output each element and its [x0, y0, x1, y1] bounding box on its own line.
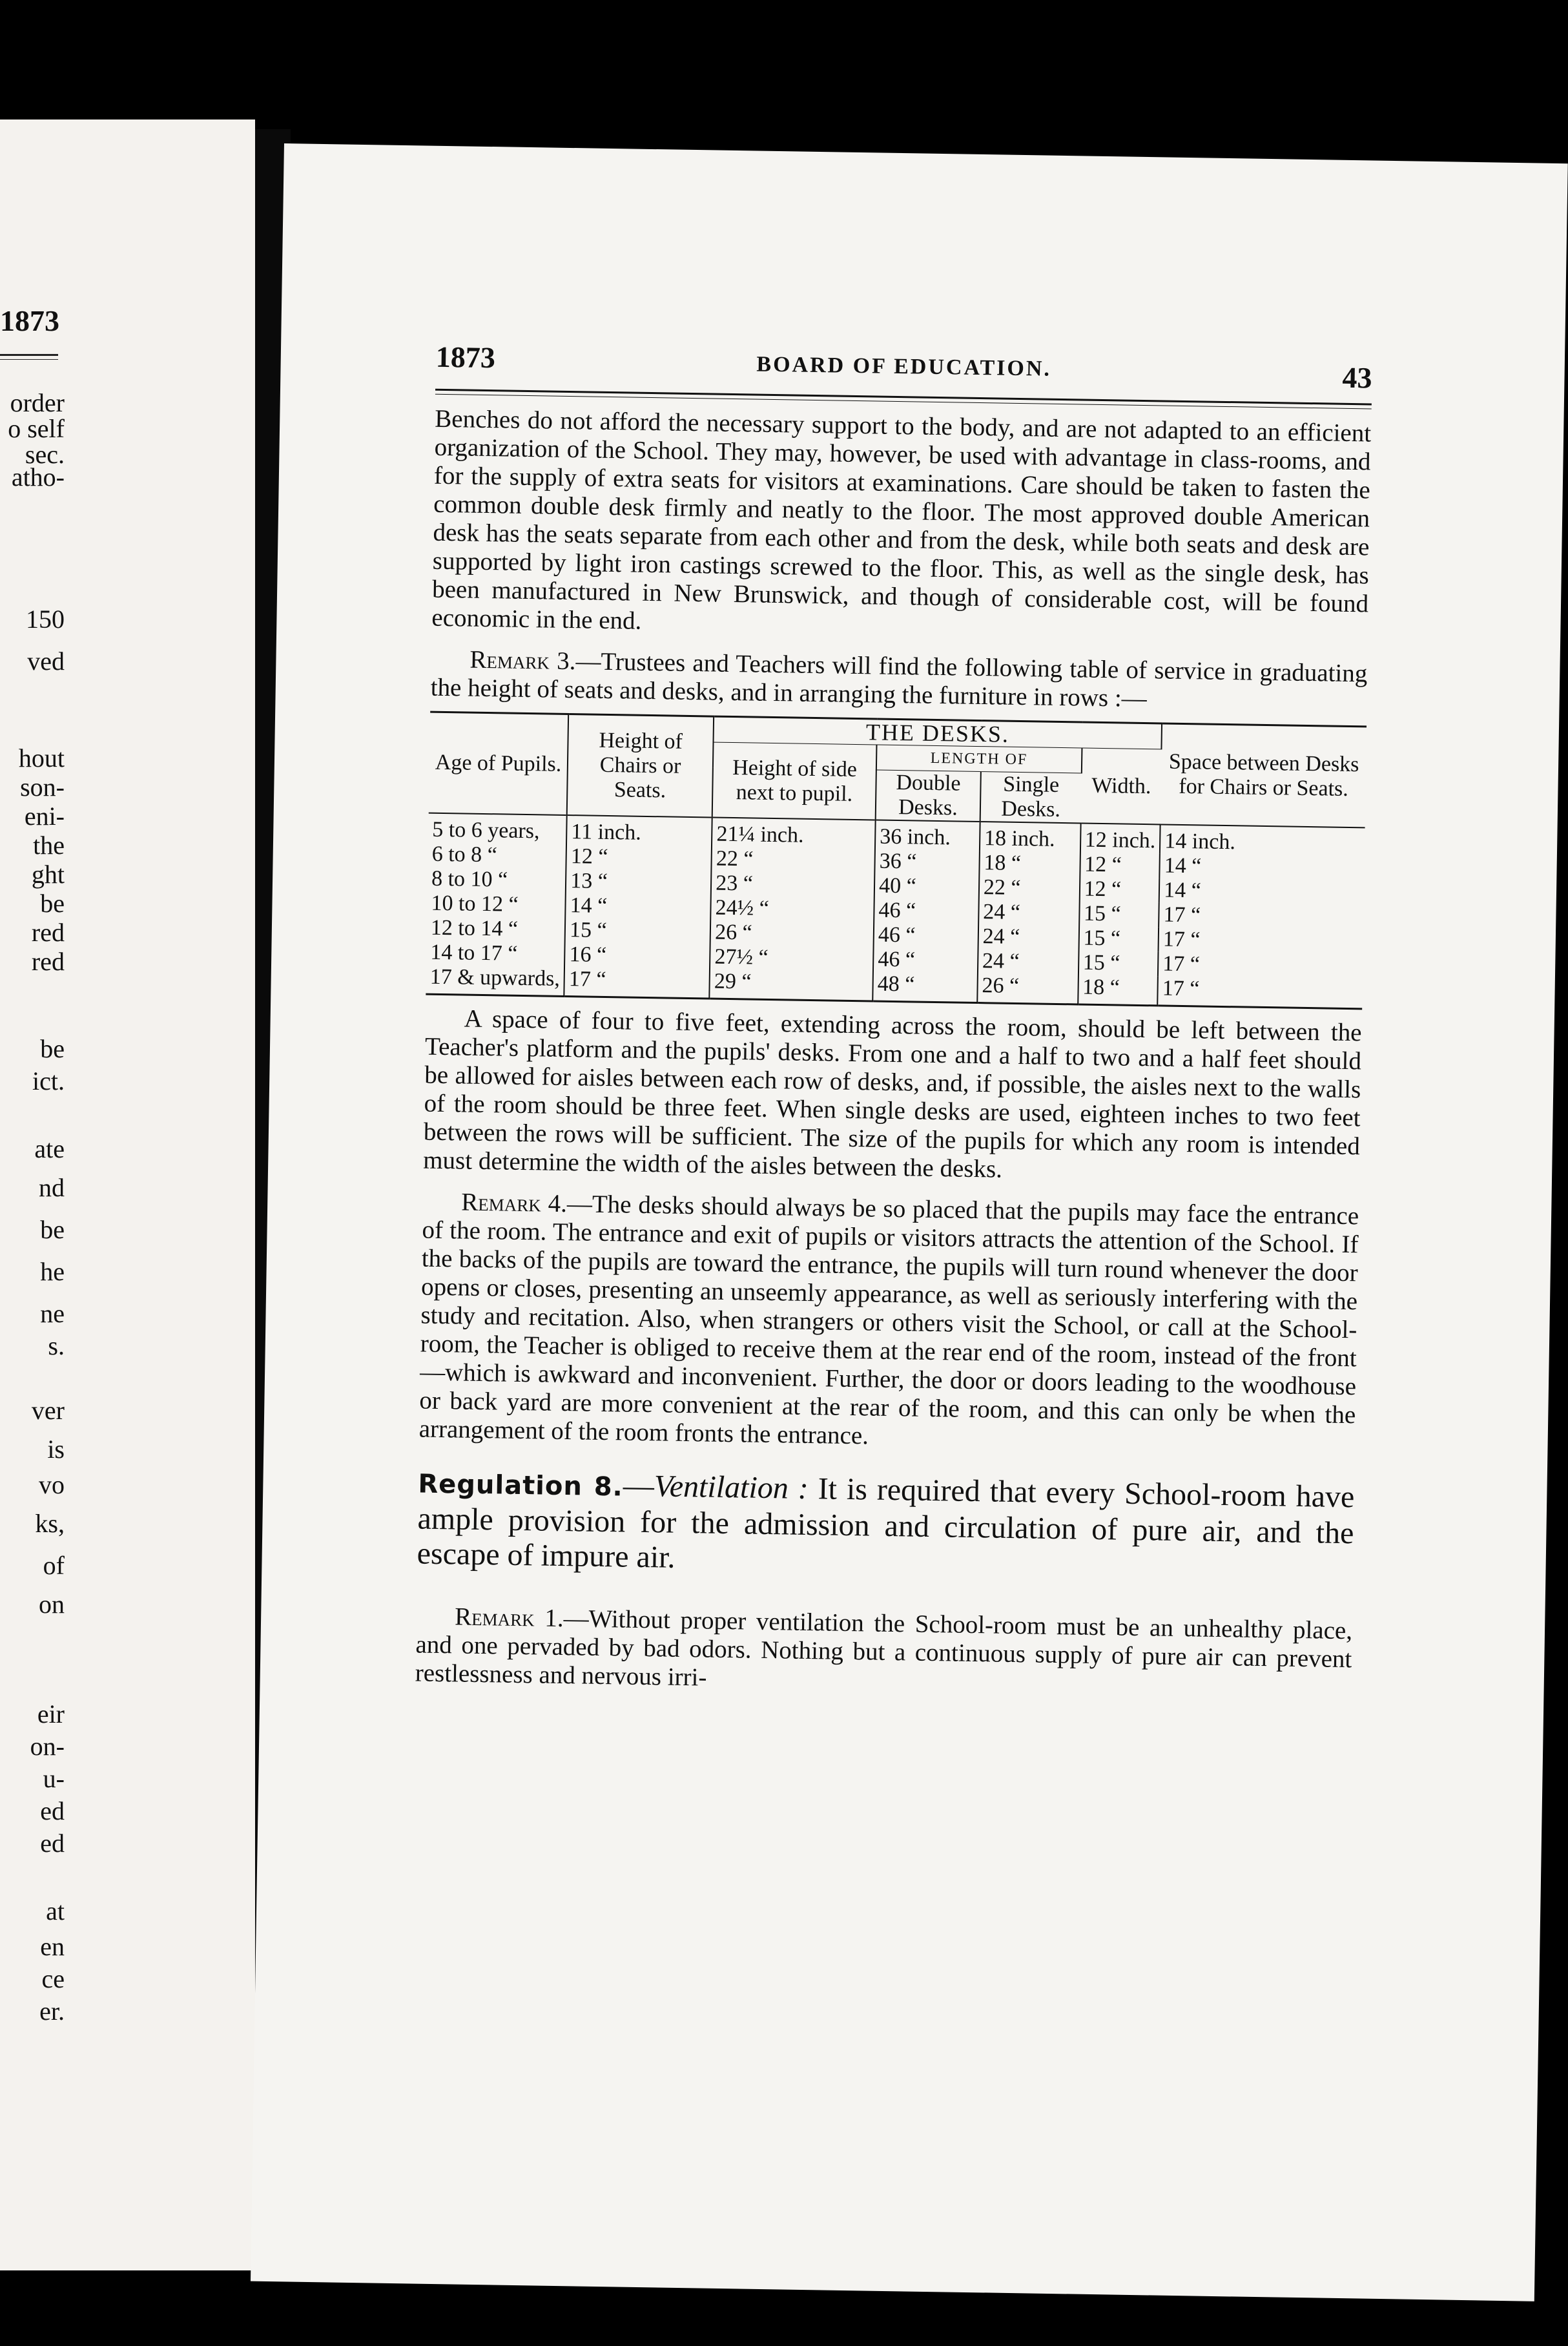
regulation-8 [417, 1466, 1354, 1586]
cell-chair-height: 11 inch. [566, 815, 712, 847]
remark-3-label: Remark 3. [469, 645, 576, 676]
left-fragment: ght [31, 860, 65, 889]
remark-4 [418, 1188, 1359, 1458]
cell-space: 14 “ [1163, 878, 1202, 903]
cell-age: 14 to 17 “ [426, 940, 565, 967]
group-length-of: LENGTH OF [876, 745, 1082, 773]
left-fragment: be [40, 889, 65, 918]
remark-3 [430, 645, 1367, 717]
regulation-label: Regulation 8. [418, 1469, 624, 1502]
header-year: 1873 [435, 340, 496, 375]
left-fragment: eni- [24, 802, 65, 831]
col-age: Age of Pupils. [429, 712, 569, 815]
cell-side-height: 29 “ [709, 970, 873, 1001]
cell-chair-height: 12 “ [566, 844, 712, 871]
left-fragment: o self [8, 414, 65, 443]
cell-double-length: 36 “ [874, 849, 979, 876]
cell-width: 12 “ [1079, 877, 1159, 902]
remark-3-text: —Trustees and Teachers will find the following table of service in graduating the height of seats and desks, and in arranging the furniture in rows :— [430, 647, 1368, 713]
cell-single-length: 24 “ [978, 900, 1079, 926]
cell-width: 15 “ [1079, 901, 1159, 927]
cell-chair-height: 15 “ [565, 918, 711, 945]
left-header-rule-thin [0, 359, 58, 360]
left-fragment: ce [41, 1964, 65, 1993]
regulation-subject: Ventilation : [654, 1469, 809, 1506]
cell-side-height: 26 “ [710, 920, 874, 948]
cell-space: 17 “ [1162, 951, 1201, 977]
col-double: Double Desks. [876, 770, 981, 822]
cell-single-length: 18 inch. [980, 822, 1080, 852]
left-fragment: son- [20, 773, 65, 802]
left-fragment: is [47, 1435, 65, 1464]
regulation-dash: — [623, 1468, 655, 1504]
cell-width: 15 “ [1078, 950, 1159, 976]
cell-chair-height: 14 “ [565, 893, 711, 920]
cell-side-height: 27½ “ [710, 945, 873, 972]
cell-side-height: 24½ “ [710, 896, 874, 923]
cell-chair-height: 16 “ [564, 942, 710, 970]
cell-double-length: 46 “ [874, 898, 978, 924]
col-chairs: Height of Chairs or Seats. [567, 714, 714, 818]
cell-age: 6 to 8 “ [428, 842, 566, 869]
remark-4-text: —The desks should always be so placed that the pupils may face the entrance of the room. The entrance and exit of pupils or visitors attracts the attention of the School. If the backs of the pupils are toward the entrance, the pupils will turn round whenever the door opens or closes, presenting an unseemly appearance, as well as seriously interfering with the study and recitation. Also, when strangers or others visit the School, or call at the School-room, the Teacher is obliged to receive them at the rear end of the room, instead of the front—which is awkward and inconvenient. Further, the door or doors leading to the woodhouse or back yard are more convenient at the rear of the room, and this can only be when the arrangement of the room fronts the entrance. [418, 1190, 1359, 1450]
left-fragment: red [31, 947, 65, 976]
cell-side-height: 22 “ [712, 847, 875, 874]
cell-width: 12 inch. [1080, 824, 1160, 854]
remark-4-label: Remark 4. [460, 1188, 568, 1218]
cell-double-length: 46 “ [873, 947, 978, 973]
cell-double-length: 40 “ [874, 874, 979, 900]
left-header-rule [0, 354, 58, 356]
cell-age: 12 to 14 “ [427, 916, 566, 942]
left-page-header-year: 1873 [0, 304, 59, 337]
right-page [251, 143, 1568, 2301]
page-number: 43 [1342, 360, 1372, 395]
cell-age: 10 to 12 “ [427, 891, 566, 918]
left-fragment: eir [37, 1699, 65, 1728]
left-fragment: nd [39, 1173, 65, 1202]
cell-width: 15 “ [1078, 926, 1159, 951]
col-space: Space between Desks for Chairs or Seats. [1161, 723, 1367, 827]
left-fragment: 150 [26, 605, 65, 634]
left-fragment: sec. [25, 440, 65, 469]
table-body [426, 813, 1365, 1009]
left-fragment: s. [48, 1331, 65, 1360]
left-fragment: order [10, 388, 65, 417]
cell-age: 8 to 10 “ [428, 867, 566, 893]
cell-single-length: 26 “ [977, 973, 1078, 1004]
header-title: BOARD OF EDUCATION. [756, 352, 1052, 381]
cell-single-length: 22 “ [979, 875, 1080, 901]
left-fragment: red [31, 918, 65, 947]
remark-1 [415, 1602, 1352, 1702]
cell-space: 17 “ [1157, 976, 1363, 1008]
left-fragment: on- [30, 1732, 65, 1761]
left-fragment: the [33, 831, 65, 860]
left-fragment: ed [40, 1796, 65, 1825]
desk-dimensions-table [426, 711, 1367, 1010]
left-fragment: be [40, 1215, 65, 1244]
left-fragment: at [46, 1896, 65, 1926]
cell-space: 14 inch. [1160, 824, 1365, 856]
paragraph-aisles: A space of four to five feet, extending across the room, should be left between the Teacher's platform and the pupils' desks. From one and a half to two and a half feet should be allowed for aisles between each row of desks, and, if possible, the aisles next to the walls of the room should be three feet. When single desks are used, eighteen inches to two feet between the rows will be sufficient. The size of the pupils for which any room is intended must determine the width of the aisles between the desks. [422, 1004, 1362, 1183]
paragraph-benches: Benches do not afford the necessary support to the body, and are not adapted to an efficient organization of the School. They may, however, be used with advantage in class-rooms, and for the supply of extra seats for visitors at examinations. Care should be taken to fasten the common double desk firmly and neatly to the floor. The most approved double American desk has the seats separate from each other and from the desk, while both seats and desk are supported by light iron castings screwed to the floor. This, as well as the single desk, has been manufactured in New Brunswick, and though of considerable cost, will be found economic in the end. [431, 404, 1372, 635]
cell-chair-height: 17 “ [564, 967, 710, 999]
cell-age: 5 to 6 years, [428, 813, 567, 844]
cell-space: 17 “ [1163, 902, 1201, 928]
cell-width: 12 “ [1080, 852, 1160, 878]
left-fragment: ne [40, 1299, 65, 1328]
left-fragment: of [43, 1551, 65, 1580]
left-fragment: ved [27, 647, 65, 676]
left-fragment: ks, [35, 1509, 65, 1538]
cell-double-length: 46 “ [874, 922, 978, 949]
left-fragment: on [39, 1590, 65, 1619]
left-fragment: be [40, 1034, 65, 1063]
cell-age: 17 & upwards, [426, 965, 564, 997]
cell-chair-height: 13 “ [566, 869, 712, 896]
left-fragment: he [40, 1257, 65, 1286]
left-fragment: en [40, 1932, 65, 1961]
page-content [415, 340, 1372, 1703]
remark-1-text: —Without proper ventilation the School-room must be an unhealthy place, and one pervaded by bad odors. Nothing but a continuous supply of pure air can prevent restlessness and nervous irri- [415, 1604, 1353, 1692]
group-the-desks: THE DESKS. [714, 716, 1162, 749]
left-fragment: atho- [11, 462, 65, 492]
remark-1-label: Remark 1. [454, 1603, 564, 1633]
left-fragment: ed [40, 1829, 65, 1858]
cell-single-length: 24 “ [978, 949, 1078, 975]
cell-width: 18 “ [1078, 975, 1158, 1005]
col-single: Single Desks. [1001, 772, 1061, 822]
left-fragment: ver [31, 1396, 65, 1425]
col-side-height: Height of side next to pupil. [712, 742, 877, 820]
cell-space: 14 “ [1164, 853, 1202, 878]
cell-double-length: 36 inch. [875, 820, 980, 851]
left-fragment: u- [43, 1764, 65, 1793]
left-fragment: hout [18, 743, 65, 773]
cell-side-height: 21¼ inch. [712, 818, 876, 849]
cell-single-length: 24 “ [978, 924, 1078, 950]
left-fragment: er. [39, 1997, 65, 2026]
cell-space: 17 “ [1162, 927, 1201, 952]
regulation-text: It is required that every School-room have ample provision for the admission and circulation of pure air, and the escape of impure air. [417, 1471, 1355, 1575]
cell-double-length: 48 “ [872, 971, 977, 1002]
cell-side-height: 23 “ [711, 871, 874, 898]
left-fragment: ate [34, 1134, 65, 1163]
cell-single-length: 18 “ [979, 851, 1080, 877]
col-width: Width. [1091, 773, 1151, 798]
left-fragment: vo [39, 1470, 65, 1499]
left-fragment: ict. [32, 1066, 65, 1095]
